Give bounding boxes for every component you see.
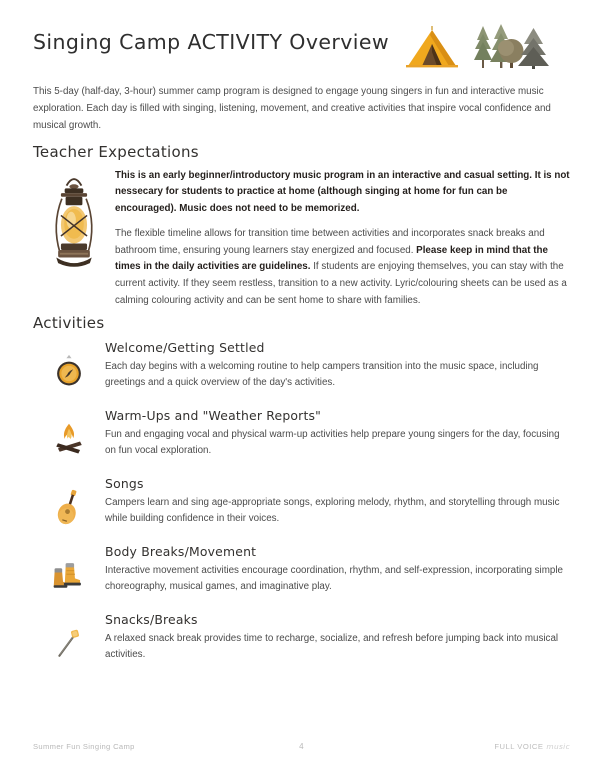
expectations-bold-intro: This is an early beginner/introductory music program in an interactive and casual setting. It is not nessecary for students to practice at home (although singing at home for fun can be encouraged). Music does not need to be memorized. <box>115 170 570 214</box>
compass-icon <box>33 340 105 398</box>
teacher-expectations-heading: Teacher Expectations <box>33 143 199 161</box>
activity-description: Campers learn and sing age-appropriate songs, exploring melody, rhythm, and storytelling through music while building confidence in their voices. <box>105 497 560 525</box>
activity-item <box>33 544 571 602</box>
footer-brand-name: FULL VOICE <box>494 742 544 751</box>
activity-description: Each day begins with a welcoming routine to help campers transition into the music space, including greetings and a quick overview of the day's activities. <box>105 361 539 389</box>
lantern-icon <box>33 168 115 274</box>
activity-title: Warm-Ups and "Weather Reports" <box>105 408 322 423</box>
hiking-boots-icon <box>33 544 105 602</box>
campfire-icon <box>33 408 105 466</box>
activity-item <box>33 612 571 670</box>
guitar-icon <box>33 476 105 534</box>
activity-description: Interactive movement activities encourage coordination, rhythm, and self-expression, incorporating simple choreography, musical games, and imaginative play. <box>105 565 563 593</box>
page-number: 4 <box>299 742 304 751</box>
expectations-body-emphasis: Please keep in mind that the times in the daily activities are guidelines. <box>115 244 548 273</box>
page-footer <box>33 742 570 756</box>
teacher-expectations-text <box>115 168 571 309</box>
activity-item <box>33 476 571 534</box>
expectations-body-part2: If students are enjoying themselves, you can stay with the current activity. If they seem restless, transition to a new activity. Lyric/colouring sheets can be used as a calming colouring activity and can be sent home to share with families. <box>115 261 567 306</box>
page-header <box>33 28 572 76</box>
intro-paragraph: This 5-day (half-day, 3-hour) summer camp program is designed to engage young singers in fun and interactive music exploration. Each day is filled with singing, listening, movement, and creative activities that inspire vocal confidence and musical growth. <box>33 86 551 132</box>
activity-title: Songs <box>105 476 144 491</box>
teacher-expectations-block <box>33 168 571 309</box>
activity-title: Body Breaks/Movement <box>105 544 257 559</box>
activity-title: Snacks/Breaks <box>105 612 198 627</box>
pine-trees-icon <box>474 24 549 69</box>
footer-brand-group <box>494 742 570 751</box>
activity-item <box>33 408 571 466</box>
tent-icon <box>406 26 458 67</box>
expectations-body-part1: The flexible timeline allows for transition time between activities and incorporates snack breaks and bathroom time, ensuring young learners stay energized and focused. <box>115 228 545 256</box>
activity-description: A relaxed snack break provides time to recharge, socialize, and refresh before jumping back into musical activities. <box>105 633 559 661</box>
marshmallow-stick-icon <box>33 612 105 670</box>
expectations-body <box>115 226 571 309</box>
activity-description: Fun and engaging vocal and physical warm-up activities help prepare young singers for the day, focusing on fun vocal exploration. <box>105 429 560 457</box>
footer-left-label: Summer Fun Singing Camp <box>33 742 135 751</box>
page-title: Singing Camp ACTIVITY Overview <box>33 30 389 54</box>
activities-list <box>33 340 571 680</box>
footer-brand-logo: music <box>546 742 570 751</box>
activity-title: Welcome/Getting Settled <box>105 340 265 355</box>
header-artwork <box>402 22 562 78</box>
activities-heading: Activities <box>33 314 105 332</box>
activity-item <box>33 340 571 398</box>
